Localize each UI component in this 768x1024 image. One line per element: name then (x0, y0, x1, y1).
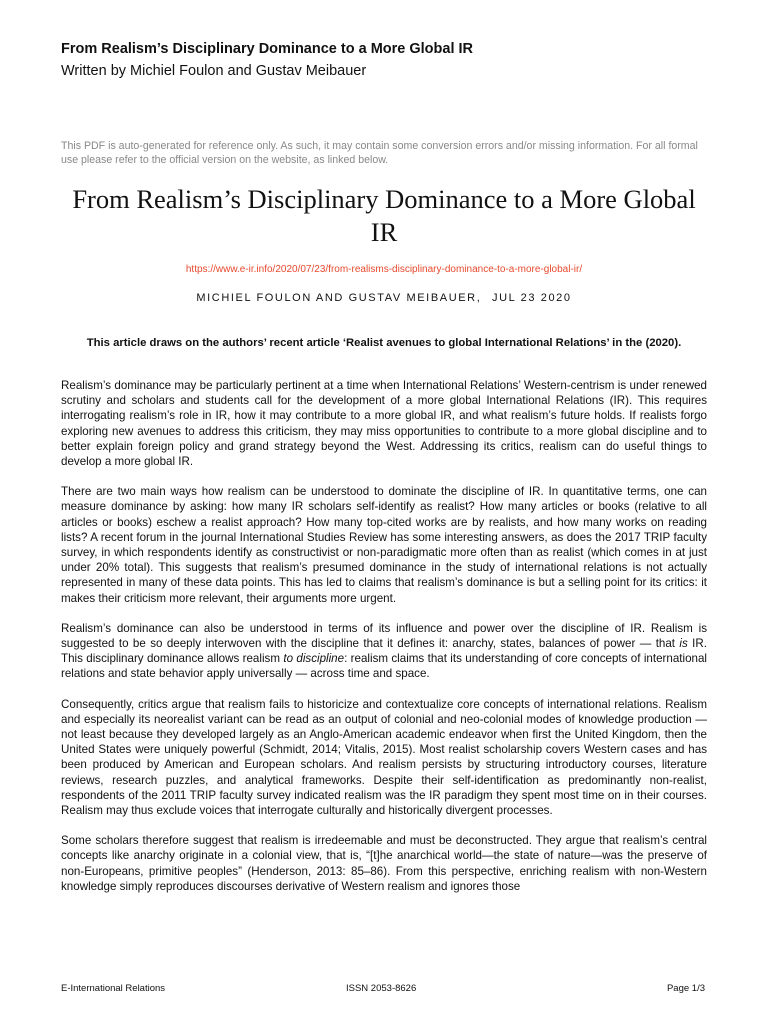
footer-publisher: E-International Relations (61, 983, 166, 994)
header-authors: Written by Michiel Foulon and Gustav Meibauer (61, 63, 367, 79)
paragraph-text: Realism’s dominance can also be understood in terms of its influence and power over the discipline of IR. Realism is suggested to be so deeply interwoven with the discipline that it defines it: anarchy, states, balances of power — that (61, 621, 707, 651)
header-title: From Realism’s Disciplinary Dominance to a More Global IR (61, 41, 474, 57)
paragraph: Realism’s dominance may be particularly pertinent at a time when International Relations’ Western-centrism is under renewed scrutiny and scholars and students call for the development of a more global International Relations (IR). This requires interrogating realism’s role in IR, how it may contribute to a more global IR, and what realism’s future holds. If realists forgo exploring new avenues to address this criticism, they may miss opportunities to contribute to a more global discipline and to better explain foreign policy and grand strategy beyond the West. Addressing its critics, realism can do useful things to develop a more global IR. (61, 379, 707, 469)
paragraph: There are two main ways how realism can be understood to dominate the discipline of IR. In quantitative terms, one can measure dominance by asking: how many IR scholars self-identify as realist? How many articles or books (relative to all articles or books) eschew a realist approach? How many top-cited works are by realists, and how many works on reading lists? A recent forum in the journal International Studies Review has some interesting answers, as does the 2017 TRIP faculty survey, in which respondents identify as constructivist or non-paradigmatic more often than as realist (which comes in at just under 20% total). This suggests that realism’s presumed dominance in the study of international relations is not actually represented in many of these data points. This has led to claims that realism’s dominance is but a selling point for its critics: it makes their criticism more relevant, their arguments more urgent. (61, 485, 707, 605)
paragraph-text: : realism claims that its understanding of core concepts of international relations and state behavior apply universally — across time and space. (61, 652, 707, 681)
article-title: From Realism’s Disciplinary Dominance to a More Global IR (72, 184, 696, 247)
emphasis-text: is (679, 637, 688, 651)
paragraph: Consequently, critics argue that realism fails to historicize and contextualize core concepts of international relations. Realism and especially its neorealist variant can be read as an output of colonial and neo-colonial modes of knowledge production — not least because they developed largely as an Anglo-American academic endeavor when first the United Kingdom, then the United States were uniquely powerful (Schmidt, 2014; Vitalis, 2015). Most realist scholarship covers Western cases and has been produced by American and European scholars. And realism persists by structuring introductory courses, literature reviews, research puzzles, and analytical frameworks. Despite their self-identification as predominantly non-realist, respondents of the 2011 TRIP faculty survey indicated realism was the IR paradigm they spent most time on in their courses. Realism may thus exclude voices that interrogate culturally and historically divergent processes. (61, 697, 707, 818)
paragraph (61, 621, 707, 682)
byline (61, 292, 707, 304)
disclaimer-text: This PDF is auto-generated for reference only. As such, it may contain some conversion errors and/or missing information. For all formal use please refer to the official version on the website, as linked below. (61, 140, 698, 166)
footer-issn: ISSN 2053-8626 (346, 983, 417, 994)
paragraph-text: IR. This disciplinary dominance allows realism (61, 637, 707, 666)
article-abstract: This article draws on the authors’ recent article ‘Realist avenues to global International Relations’ in the (2020). (86, 337, 682, 349)
emphasis-text: to discipline (283, 652, 345, 666)
article-url-link[interactable]: https://www.e-ir.info/2020/07/23/from-realisms-disciplinary-dominance-to-a-more-global-ir/ (185, 264, 583, 275)
article-body (61, 378, 707, 909)
paragraph: Some scholars therefore suggest that realism is irredeemable and must be deconstructed. They argue that realism’s central concepts like anarchy originate in a colonial view, that is, “[t]he anarchical world—the state of nature—was the preserve of non-Europeans, primitive peoples” (Henderson, 2013: 85–86). From this perspective, enriching realism with non-Western knowledge simply reproduces discourses derivative of Western realism and ignores those (61, 834, 707, 893)
footer-page-number: Page 1/3 (666, 983, 705, 994)
byline-date: JUL 23 2020 (492, 292, 572, 304)
byline-authors: MICHIEL FOULON AND GUSTAV MEIBAUER, (196, 292, 482, 304)
